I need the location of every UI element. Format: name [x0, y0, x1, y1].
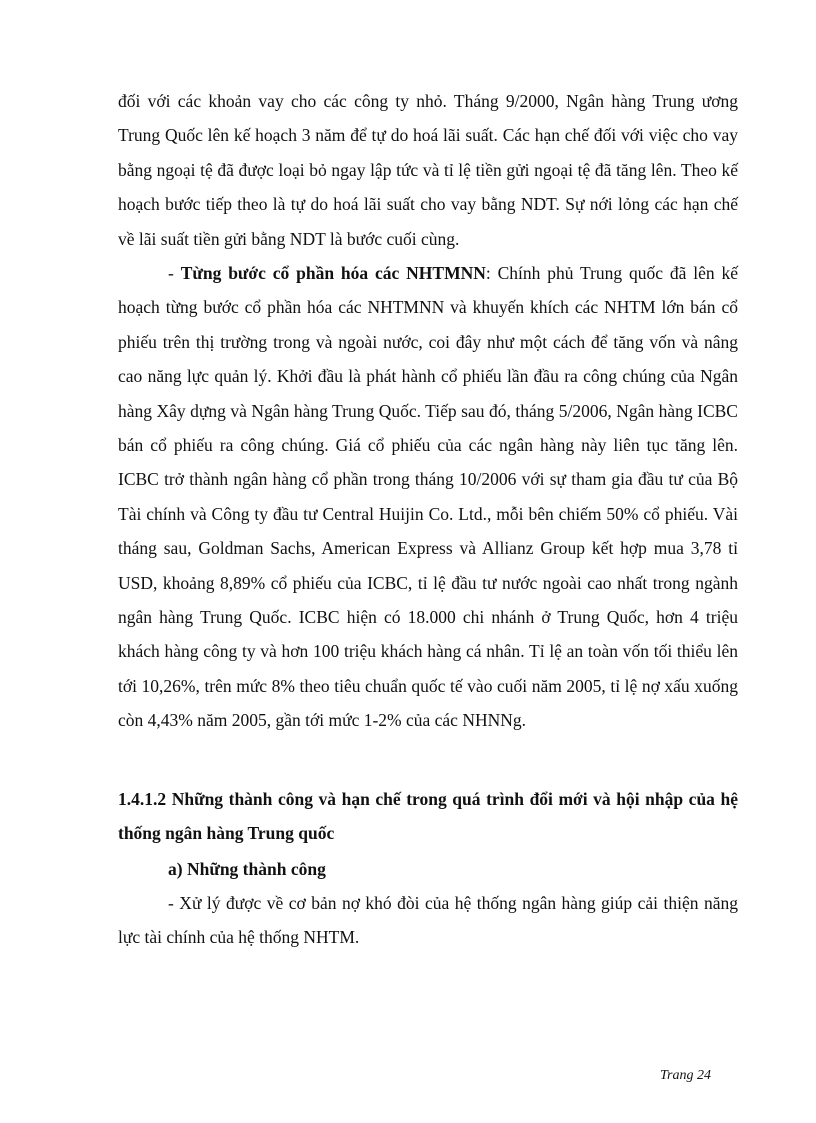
page-number: Trang 24 — [660, 1068, 711, 1083]
equitization-text: : Chính phủ Trung quốc đã lên kế hoạch từng bước cổ phần hóa các NHTMNN và khuyến khích các NHTM lớn bán cổ phiếu trên thị trường trong và ngoài nước, coi đây như một cách để tăng vốn và nâng cao năng lực quản lý. Khởi đầu là phát hành cổ phiếu lần đầu ra công chúng của Ngân hàng Xây dựng và Ngân hàng Trung Quốc. Tiếp sau đó, tháng 5/2006, Ngân hàng ICBC bán cổ phiếu ra công chúng. Giá cổ phiếu của các ngân hàng này liên tục tăng lên. ICBC trở thành ngân hàng cổ phần trong tháng 10/2006 với sự tham gia đầu tư của Bộ Tài chính và Công ty đầu tư Central Huijin Co. Ltd., mỗi bên chiếm 50% cổ phiếu. Vài tháng sau, Goldman Sachs, American Express và Allianz Group kết hợp mua 3,78 tỉ USD, khoảng 8,89% cổ phiếu của ICBC, tỉ lệ đầu tư nước ngoài cao nhất trong ngành ngân hàng Trung Quốc. ICBC hiện có 18.000 chi nhánh ở Trung Quốc, hơn 4 triệu khách hàng công ty và hơn 100 triệu khách hàng cá nhân. Tỉ lệ an toàn vốn tối thiểu lên tới 10,26%, trên mức 8% theo tiêu chuẩn quốc tế vào cuối năm 2005, tỉ lệ nợ xấu xuống còn 4,43% năm 2005, gần tới mức 1-2% của các NHNNg. — [118, 263, 738, 731]
bullet-dash: - — [168, 263, 181, 283]
equitization-title: Từng bước cổ phần hóa các NHTMNN — [180, 263, 486, 283]
section-heading: 1.4.1.2 Những thành công và hạn chế trong quá trình đổi mới và hội nhập của hệ thống ngân hàng Trung quốc — [118, 789, 738, 844]
paragraph-interest-rate: đối với các khoản vay cho các công ty nhỏ. Tháng 9/2000, Ngân hàng Trung ương Trung Quốc lên kế hoạch 3 năm để tự do hoá lãi suất. Các hạn chế đối với việc cho vay bằng ngoại tệ đã được loại bỏ ngay lập tức và tỉ lệ tiền gửi ngoại tệ đã tăng lên. Theo kế hoạch bước tiếp theo là tự do hoá lãi suất cho vay bằng NDT. Sự nới lỏng các hạn chế về lãi suất tiền gửi bằng NDT là bước cuối cùng. — [118, 91, 738, 249]
subsection-heading: a) Những thành công — [168, 859, 326, 879]
paragraph-bad-debt: - Xử lý được về cơ bản nợ khó đòi của hệ thống ngân hàng giúp cải thiện năng lực tài chính của hệ thống NHTM. — [118, 893, 738, 948]
paragraph-equitization — [118, 256, 738, 738]
